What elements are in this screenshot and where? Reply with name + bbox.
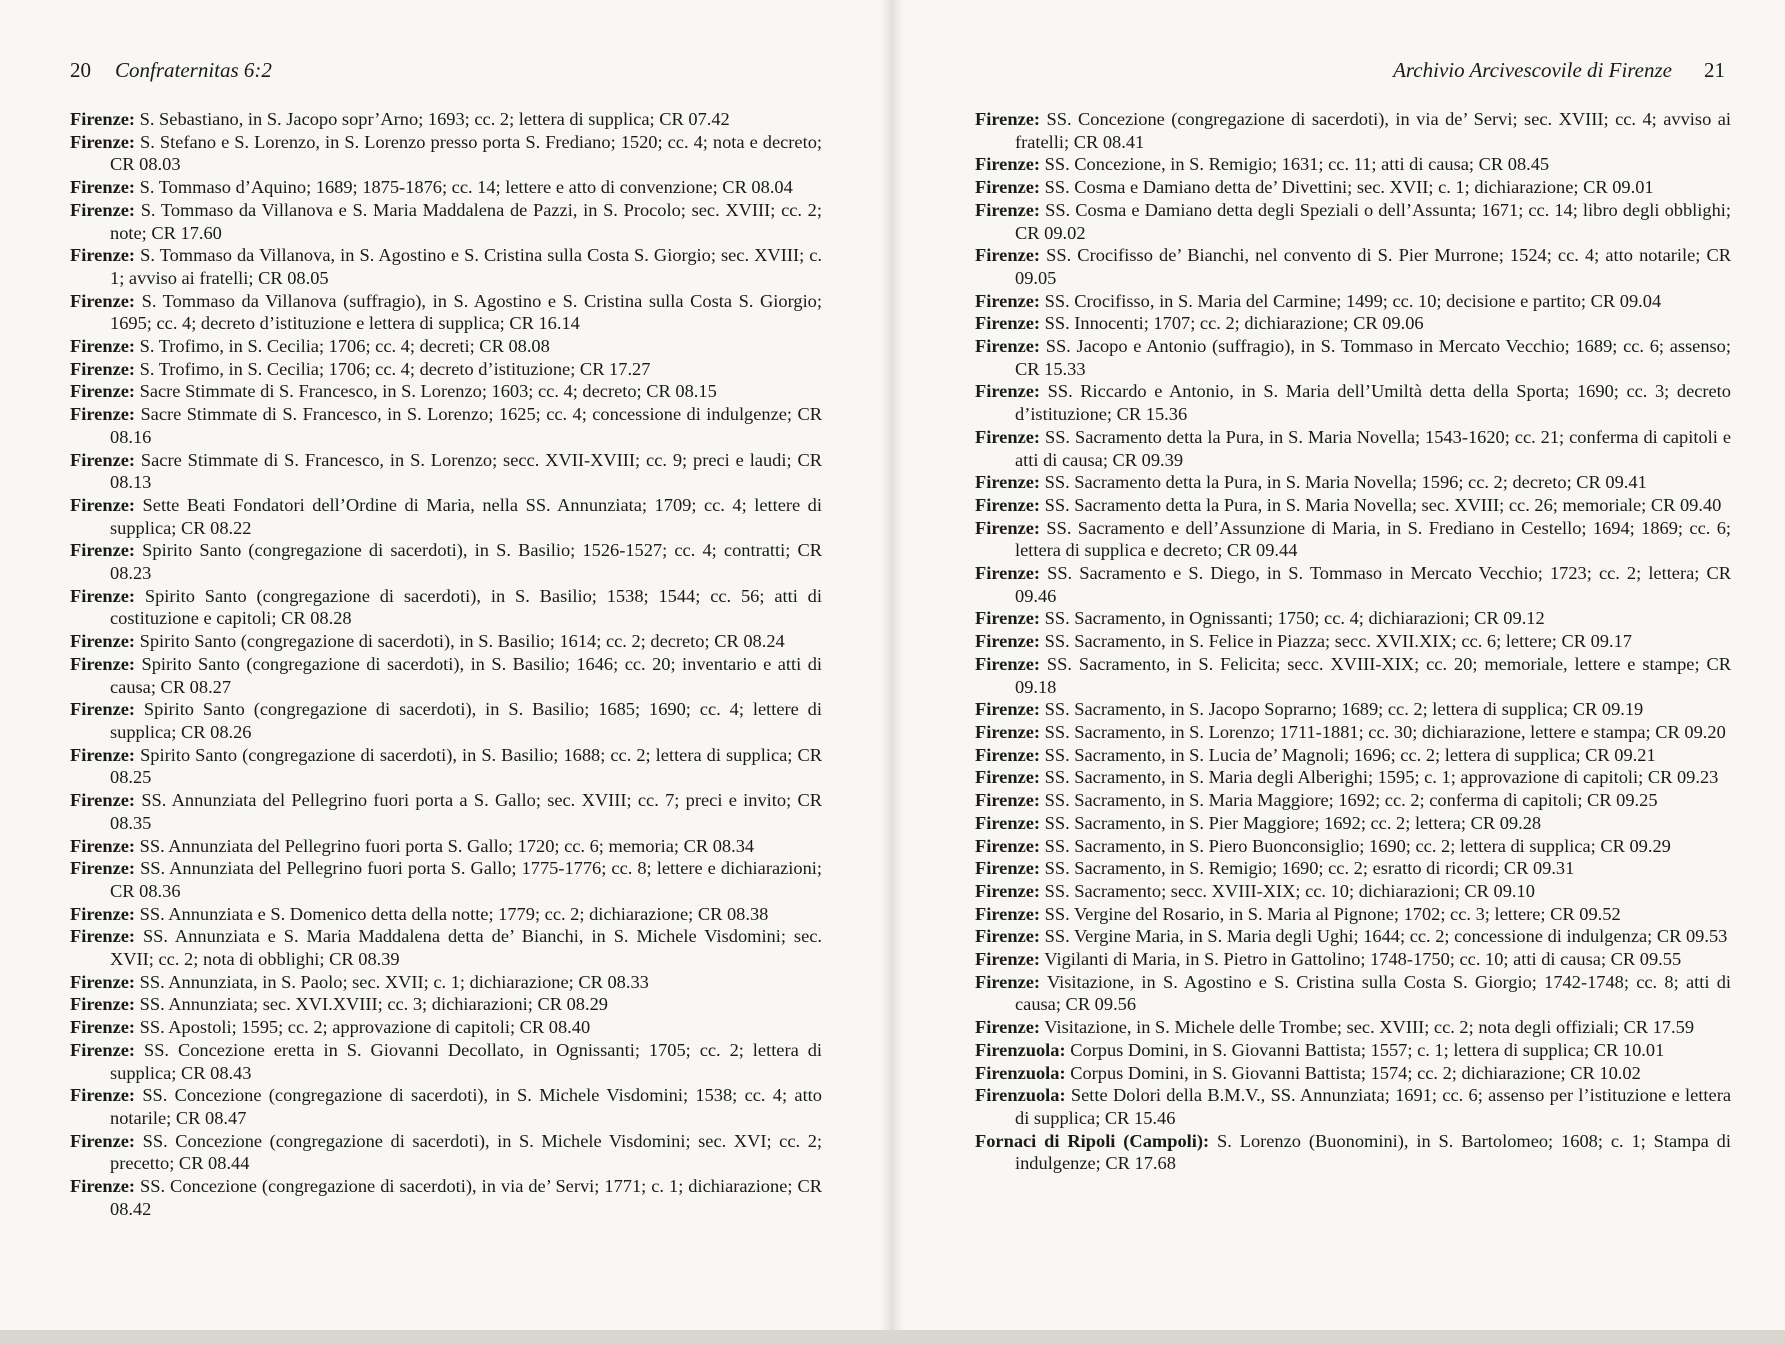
entry-text: Visitazione, in S. Michele delle Trombe; sec. XVIII; cc. 2; nota degli offiziali; CR 17.59	[1044, 1017, 1695, 1038]
entry-place: Firenze:	[975, 699, 1041, 720]
catalog-entry	[70, 653, 822, 698]
entry-place: Firenze:	[975, 426, 1041, 447]
entry-text: Sacre Stimmate di S. Francesco, in S. Lorenzo; secc. XVII-XVIII; cc. 9; preci e laudi; CR 08.13	[110, 449, 822, 493]
catalog-entry	[70, 1175, 822, 1220]
entry-text: SS. Sacramento, in S. Maria degli Alberighi; 1595; c. 1; approvazione di capitoli; CR 09.23	[1044, 767, 1719, 788]
catalog-entry	[70, 176, 822, 199]
entry-text: SS. Annunziata e S. Maria Maddalena detta de’ Bianchi, in S. Michele Visdomini; sec. XVII; cc. 2; nota di obblighi; CR 08.39	[110, 926, 822, 970]
entry-place: Firenze:	[70, 131, 136, 152]
left-entry-list	[70, 108, 822, 1220]
entry-place: Firenze:	[70, 971, 136, 992]
catalog-entry	[70, 857, 822, 902]
entry-text: SS. Sacramento, in S. Pier Maggiore; 1692; cc. 2; lettera; CR 09.28	[1044, 812, 1542, 833]
entry-text: S. Trofimo, in S. Cecilia; 1706; cc. 4; decreto d’istituzione; CR 17.27	[139, 358, 651, 379]
entry-place: Firenze:	[975, 290, 1041, 311]
entry-text: SS. Annunziata, in S. Paolo; sec. XVII; c. 1; dichiarazione; CR 08.33	[139, 971, 649, 992]
entry-text: S. Tommaso da Villanova (suffragio), in S. Agostino e S. Cristina sulla Costa S. Giorgio; 1695; cc. 4; decreto d’istituzione e lettera di supplica; CR 16.14	[110, 290, 822, 334]
entry-place: Firenze:	[70, 494, 136, 515]
entry-text: SS. Annunziata; sec. XVI.XVIII; cc. 3; dichiarazioni; CR 08.29	[139, 994, 608, 1015]
entry-text: SS. Concezione (congregazione di sacerdoti), in via de’ Servi; sec. XVIII; cc. 4; avviso ai fratelli; CR 08.41	[1015, 109, 1731, 152]
catalog-entry	[70, 630, 822, 653]
catalog-entry	[70, 585, 822, 630]
entry-text: SS. Annunziata del Pellegrino fuori porta S. Gallo; 1775-1776; cc. 8; lettere e dichiarazioni; CR 08.36	[110, 858, 822, 901]
entry-text: SS. Annunziata e S. Domenico detta della notte; 1779; cc. 2; dichiarazione; CR 08.38	[139, 903, 769, 924]
catalog-entry	[70, 971, 822, 994]
entry-text: Sette Dolori della B.M.V., SS. Annunziata; 1691; cc. 6; assenso per l’istituzione e lettera di supplica; CR 15.46	[1015, 1085, 1731, 1128]
entry-text: SS. Crocifisso de’ Bianchi, nel convento di S. Pier Murrone; 1524; cc. 4; atto notarile; CR 09.05	[1015, 245, 1731, 288]
left-page-number: 20	[70, 58, 91, 82]
catalog-entry	[975, 176, 1731, 199]
catalog-entry	[975, 721, 1731, 744]
catalog-entry	[70, 449, 822, 494]
catalog-entry	[70, 835, 822, 858]
entry-text: SS. Sacramento e S. Diego, in S. Tommaso in Mercato Vecchio; 1723; cc. 2; lettera; CR 09.46	[1015, 563, 1731, 606]
catalog-entry	[975, 630, 1731, 653]
catalog-entry	[975, 835, 1731, 858]
catalog-entry	[70, 744, 822, 789]
catalog-entry	[70, 1130, 822, 1175]
catalog-entry	[975, 744, 1731, 767]
catalog-entry	[975, 857, 1731, 880]
entry-place: Firenze:	[975, 381, 1041, 402]
entry-place: Firenze:	[70, 290, 136, 311]
catalog-entry	[975, 426, 1731, 471]
entry-place: Firenze:	[975, 199, 1041, 220]
entry-place: Firenzuola:	[975, 1085, 1066, 1106]
entry-text: SS. Annunziata del Pellegrino fuori porta a S. Gallo; sec. XVIII; cc. 7; preci e invito; CR 08.35	[110, 790, 823, 833]
entry-text: S. Tommaso da Villanova e S. Maria Maddalena de Pazzi, in S. Procolo; sec. XVIII; cc. 2; note; CR 17.60	[110, 199, 822, 243]
entry-place: Firenze:	[70, 540, 136, 561]
entry-place: Firenze:	[70, 1130, 136, 1151]
right-entry-list	[975, 108, 1731, 1175]
entry-text: Corpus Domini, in S. Giovanni Battista; 1557; c. 1; lettera di supplica; CR 10.01	[1070, 1039, 1665, 1060]
entry-text: Spirito Santo (congregazione di sacerdoti), in S. Basilio; 1538; 1544; cc. 56; atti di costituzione e capitoli; CR 08.28	[110, 585, 822, 629]
entry-text: SS. Concezione (congregazione di sacerdoti), in S. Michele Visdomini; 1538; cc. 4; atto notarile; CR 08.47	[110, 1085, 822, 1128]
entry-place: Firenze:	[70, 1176, 136, 1197]
entry-text: S. Sebastiano, in S. Jacopo sopr’Arno; 1693; cc. 2; lettera di supplica; CR 07.42	[139, 109, 730, 129]
catalog-entry	[975, 1016, 1731, 1039]
entry-text: S. Lorenzo (Buonomini), in S. Bartolomeo; 1608; c. 1; Stampa di indulgenze; CR 17.68	[1015, 1130, 1731, 1174]
entry-place: Firenze:	[70, 744, 136, 765]
catalog-entry	[975, 517, 1731, 562]
entry-place: Firenze:	[975, 721, 1041, 742]
entry-place: Firenze:	[975, 949, 1041, 970]
entry-place: Firenze:	[70, 336, 136, 357]
entry-text: SS. Sacramento e dell’Assunzione di Maria, in S. Frediano in Cestello; 1694; 1869; cc. 6; lettera di supplica e decreto; CR 09.44	[1015, 517, 1731, 561]
catalog-entry	[975, 1084, 1731, 1129]
entry-text: Spirito Santo (congregazione di sacerdoti), in S. Basilio; 1685; 1690; cc. 4; lettere di supplica; CR 08.26	[110, 699, 822, 742]
entry-text: S. Trofimo, in S. Cecilia; 1706; cc. 4; decreti; CR 08.08	[139, 336, 550, 357]
entry-text: SS. Concezione, in S. Remigio; 1631; cc. 11; atti di causa; CR 08.45	[1044, 154, 1550, 175]
catalog-entry	[70, 1039, 822, 1084]
entry-text: SS. Vergine del Rosario, in S. Maria al Pignone; 1702; cc. 3; lettere; CR 09.52	[1044, 903, 1621, 924]
entry-place: Firenze:	[975, 858, 1041, 879]
entry-place: Firenze:	[70, 926, 136, 947]
catalog-entry	[975, 290, 1731, 313]
catalog-entry	[975, 380, 1731, 425]
entry-text: SS. Concezione (congregazione di sacerdoti), in S. Michele Visdomini; sec. XVI; cc. 2; precetto; CR 08.44	[110, 1130, 822, 1174]
entry-place: Firenze:	[70, 1017, 136, 1038]
entry-text: SS. Sacramento, in S. Felice in Piazza; secc. XVII.XIX; cc. 6; lettere; CR 09.17	[1044, 631, 1632, 652]
catalog-entry	[975, 1039, 1731, 1062]
catalog-entry	[975, 335, 1731, 380]
catalog-entry	[975, 880, 1731, 903]
entry-place: Firenze:	[975, 903, 1041, 924]
catalog-entry	[70, 789, 822, 834]
entry-text: SS. Jacopo e Antonio (suffragio), in S. Tommaso in Mercato Vecchio; 1689; cc. 6; assenso; CR 15.33	[1015, 336, 1731, 379]
entry-place: Firenze:	[70, 994, 136, 1015]
entry-text: Spirito Santo (congregazione di sacerdoti), in S. Basilio; 1646; cc. 20; inventario e atti di causa; CR 08.27	[110, 653, 822, 697]
entry-place: Firenze:	[70, 699, 136, 720]
entry-place: Firenze:	[975, 926, 1041, 947]
entry-text: S. Stefano e S. Lorenzo, in S. Lorenzo presso porta S. Frediano; 1520; cc. 4; nota e decreto; CR 08.03	[110, 131, 822, 175]
catalog-entry	[70, 403, 822, 448]
entry-place: Firenzuola:	[975, 1039, 1066, 1060]
entry-place: Firenze:	[70, 835, 136, 856]
entry-text: SS. Sacramento, in S. Lorenzo; 1711-1881; cc. 30; dichiarazione, lettere e stampa; CR 09.20	[1044, 721, 1726, 742]
entry-place: Firenze:	[70, 903, 136, 924]
right-page-number: 21	[1704, 58, 1725, 82]
entry-place: Firenze:	[70, 404, 136, 425]
entry-place: Firenze:	[975, 812, 1041, 833]
catalog-entry	[975, 494, 1731, 517]
catalog-entry	[70, 698, 822, 743]
entry-text: S. Tommaso da Villanova, in S. Agostino e S. Cristina sulla Costa S. Giorgio; sec. XVIII; c. 1; avviso ai fratelli; CR 08.05	[110, 245, 822, 288]
entry-place: Firenze:	[70, 653, 136, 674]
entry-text: SS. Cosma e Damiano detta degli Speziali o dell’Assunta; 1671; cc. 14; libro degli obblighi; CR 09.02	[1015, 199, 1731, 243]
catalog-entry	[975, 607, 1731, 630]
catalog-entry	[975, 312, 1731, 335]
page-bottom-edge	[0, 1330, 1785, 1345]
entry-place: Firenze:	[70, 358, 136, 379]
catalog-entry	[70, 1016, 822, 1039]
entry-place: Firenze:	[975, 109, 1041, 129]
catalog-entry	[975, 471, 1731, 494]
entry-text: SS. Sacramento, in S. Remigio; 1690; cc. 2; esratto di ricordi; CR 09.31	[1044, 858, 1575, 879]
catalog-entry	[975, 698, 1731, 721]
entry-place: Firenze:	[975, 517, 1041, 538]
entry-text: Spirito Santo (congregazione di sacerdoti), in S. Basilio; 1688; cc. 2; lettera di supplica; CR 08.25	[110, 744, 822, 788]
entry-place: Firenze:	[70, 1085, 136, 1106]
entry-text: SS. Sacramento detta la Pura, in S. Maria Novella; 1543-1620; cc. 21; conferma di capitoli e atti di causa; CR 09.39	[1015, 426, 1731, 470]
entry-place: Firenze:	[70, 1039, 136, 1060]
entry-place: Firenzuola:	[975, 1062, 1066, 1083]
catalog-entry	[70, 993, 822, 1016]
entry-text: SS. Cosma e Damiano detta de’ Divettini; sec. XVII; c. 1; dichiarazione; CR 09.01	[1044, 177, 1654, 198]
entry-place: Fornaci di Ripoli (Campoli):	[975, 1130, 1210, 1151]
catalog-entry	[975, 1130, 1731, 1175]
left-running-head	[70, 56, 272, 84]
right-running-head	[1393, 56, 1725, 84]
entry-place: Firenze:	[975, 313, 1041, 334]
entry-text: SS. Sacramento, in S. Maria Maggiore; 1692; cc. 2; conferma di capitoli; CR 09.25	[1044, 790, 1658, 811]
entry-place: Firenze:	[975, 472, 1041, 493]
entry-place: Firenze:	[70, 790, 136, 811]
entry-place: Firenze:	[70, 177, 136, 198]
entry-place: Firenze:	[70, 381, 136, 402]
entry-text: Sacre Stimmate di S. Francesco, in S. Lorenzo; 1603; cc. 4; decreto; CR 08.15	[139, 381, 717, 402]
entry-place: Firenze:	[70, 109, 136, 129]
entry-place: Firenze:	[70, 245, 136, 266]
entry-text: Sette Beati Fondatori dell’Ordine di Maria, nella SS. Annunziata; 1709; cc. 4; lettere di supplica; CR 08.22	[110, 494, 822, 538]
catalog-entry	[70, 335, 822, 358]
entry-text: SS. Crocifisso, in S. Maria del Carmine; 1499; cc. 10; decisione e partito; CR 09.04	[1044, 290, 1662, 311]
entry-place: Firenze:	[70, 858, 136, 879]
catalog-entry	[70, 1084, 822, 1129]
entry-text: SS. Sacramento, in S. Lucia de’ Magnoli; 1696; cc. 2; lettera di supplica; CR 09.21	[1044, 744, 1656, 765]
catalog-entry	[70, 108, 822, 131]
entry-text: Spirito Santo (congregazione di sacerdoti), in S. Basilio; 1526-1527; cc. 4; contratti; CR 08.23	[110, 540, 822, 584]
entry-place: Firenze:	[975, 880, 1041, 901]
entry-place: Firenze:	[975, 631, 1041, 652]
entry-place: Firenze:	[975, 790, 1041, 811]
catalog-entry	[975, 789, 1731, 812]
entry-text: SS. Sacramento detta la Pura, in S. Maria Novella; 1596; cc. 2; decreto; CR 09.41	[1044, 472, 1647, 493]
catalog-entry	[975, 199, 1731, 244]
catalog-entry	[975, 766, 1731, 789]
entry-place: Firenze:	[70, 585, 136, 606]
entry-place: Firenze:	[975, 971, 1041, 992]
catalog-entry	[70, 290, 822, 335]
catalog-entry	[70, 131, 822, 176]
catalog-entry	[975, 971, 1731, 1016]
entry-place: Firenze:	[975, 835, 1041, 856]
entry-text: SS. Apostoli; 1595; cc. 2; approvazione di capitoli; CR 08.40	[139, 1017, 591, 1038]
entry-place: Firenze:	[70, 199, 136, 220]
entry-place: Firenze:	[975, 563, 1041, 584]
catalog-entry	[70, 494, 822, 539]
catalog-entry	[70, 199, 822, 244]
entry-place: Firenze:	[975, 767, 1041, 788]
entry-place: Firenze:	[975, 653, 1041, 674]
catalog-entry	[975, 108, 1731, 153]
catalog-entry	[975, 812, 1731, 835]
entry-text: SS. Vergine Maria, in S. Maria degli Ughi; 1644; cc. 2; concessione di indulgenza; CR 09.53	[1044, 926, 1728, 947]
entry-text: Spirito Santo (congregazione di sacerdoti), in S. Basilio; 1614; cc. 2; decreto; CR 08.24	[139, 631, 785, 652]
catalog-entry	[975, 948, 1731, 971]
entry-text: S. Tommaso d’Aquino; 1689; 1875-1876; cc. 14; lettere e atto di convenzione; CR 08.04	[139, 177, 793, 198]
entry-text: SS. Sacramento, in S. Piero Buonconsiglio; 1690; cc. 2; lettera di supplica; CR 09.29	[1044, 835, 1671, 856]
entry-text: Corpus Domini, in S. Giovanni Battista; 1574; cc. 2; dichiarazione; CR 10.02	[1070, 1062, 1641, 1083]
entry-text: Sacre Stimmate di S. Francesco, in S. Lorenzo; 1625; cc. 4; concessione di indulgenze; CR 08.16	[110, 404, 822, 447]
entry-text: Visitazione, in S. Agostino e S. Cristina sulla Costa S. Giorgio; 1742-1748; cc. 8; atti di causa; CR 09.56	[1015, 971, 1731, 1015]
catalog-entry	[70, 903, 822, 926]
catalog-entry	[975, 562, 1731, 607]
entry-text: SS. Concezione (congregazione di sacerdoti), in via de’ Servi; 1771; c. 1; dichiarazione; CR 08.42	[110, 1176, 822, 1219]
entry-place: Firenze:	[975, 744, 1041, 765]
catalog-entry	[70, 358, 822, 381]
entry-text: SS. Sacramento, in S. Jacopo Soprarno; 1689; cc. 2; lettera di supplica; CR 09.19	[1044, 699, 1644, 720]
catalog-entry	[975, 244, 1731, 289]
catalog-entry	[975, 903, 1731, 926]
entry-text: SS. Innocenti; 1707; cc. 2; dichiarazione; CR 09.06	[1044, 313, 1424, 334]
entry-place: Firenze:	[975, 336, 1041, 357]
right-running-title: Archivio Arcivescovile di Firenze	[1393, 58, 1672, 82]
entry-place: Firenze:	[975, 154, 1041, 175]
entry-text: SS. Concezione eretta in S. Giovanni Decollato, in Ognissanti; 1705; cc. 2; lettera di supplica; CR 08.43	[110, 1039, 822, 1083]
entry-text: SS. Sacramento detta la Pura, in S. Maria Novella; sec. XVIII; cc. 26; memoriale; CR 09.40	[1044, 494, 1722, 515]
entry-text: SS. Annunziata del Pellegrino fuori porta S. Gallo; 1720; cc. 6; memoria; CR 08.34	[139, 835, 755, 856]
entry-place: Firenze:	[975, 494, 1041, 515]
left-running-title: Confraternitas 6:2	[115, 58, 272, 82]
entry-text: SS. Sacramento; secc. XVIII-XIX; cc. 10; dichiarazioni; CR 09.10	[1044, 880, 1535, 901]
catalog-entry	[70, 925, 822, 970]
entry-place: Firenze:	[975, 177, 1041, 198]
entry-place: Firenze:	[70, 631, 136, 652]
catalog-entry	[975, 153, 1731, 176]
entry-place: Firenze:	[975, 245, 1041, 266]
entry-text: SS. Sacramento, in S. Felicita; secc. XVIII-XIX; cc. 20; memoriale, lettere e stampe; CR 09.18	[1015, 653, 1731, 697]
catalog-entry	[70, 380, 822, 403]
catalog-entry	[70, 539, 822, 584]
catalog-entry	[975, 925, 1731, 948]
book-gutter	[880, 0, 904, 1345]
entry-text: SS. Riccardo e Antonio, in S. Maria dell’Umiltà detta della Sporta; 1690; cc. 3; decreto d’istituzione; CR 15.36	[1015, 381, 1731, 425]
catalog-entry	[975, 653, 1731, 698]
entry-text: SS. Sacramento, in Ognissanti; 1750; cc. 4; dichiarazioni; CR 09.12	[1044, 608, 1545, 629]
entry-text: Vigilanti di Maria, in S. Pietro in Gattolino; 1748-1750; cc. 10; atti di causa; CR 09.55	[1044, 949, 1682, 970]
catalog-entry	[70, 244, 822, 289]
catalog-entry	[975, 1062, 1731, 1085]
entry-place: Firenze:	[975, 608, 1041, 629]
entry-place: Firenze:	[70, 449, 136, 470]
entry-place: Firenze:	[975, 1017, 1041, 1038]
